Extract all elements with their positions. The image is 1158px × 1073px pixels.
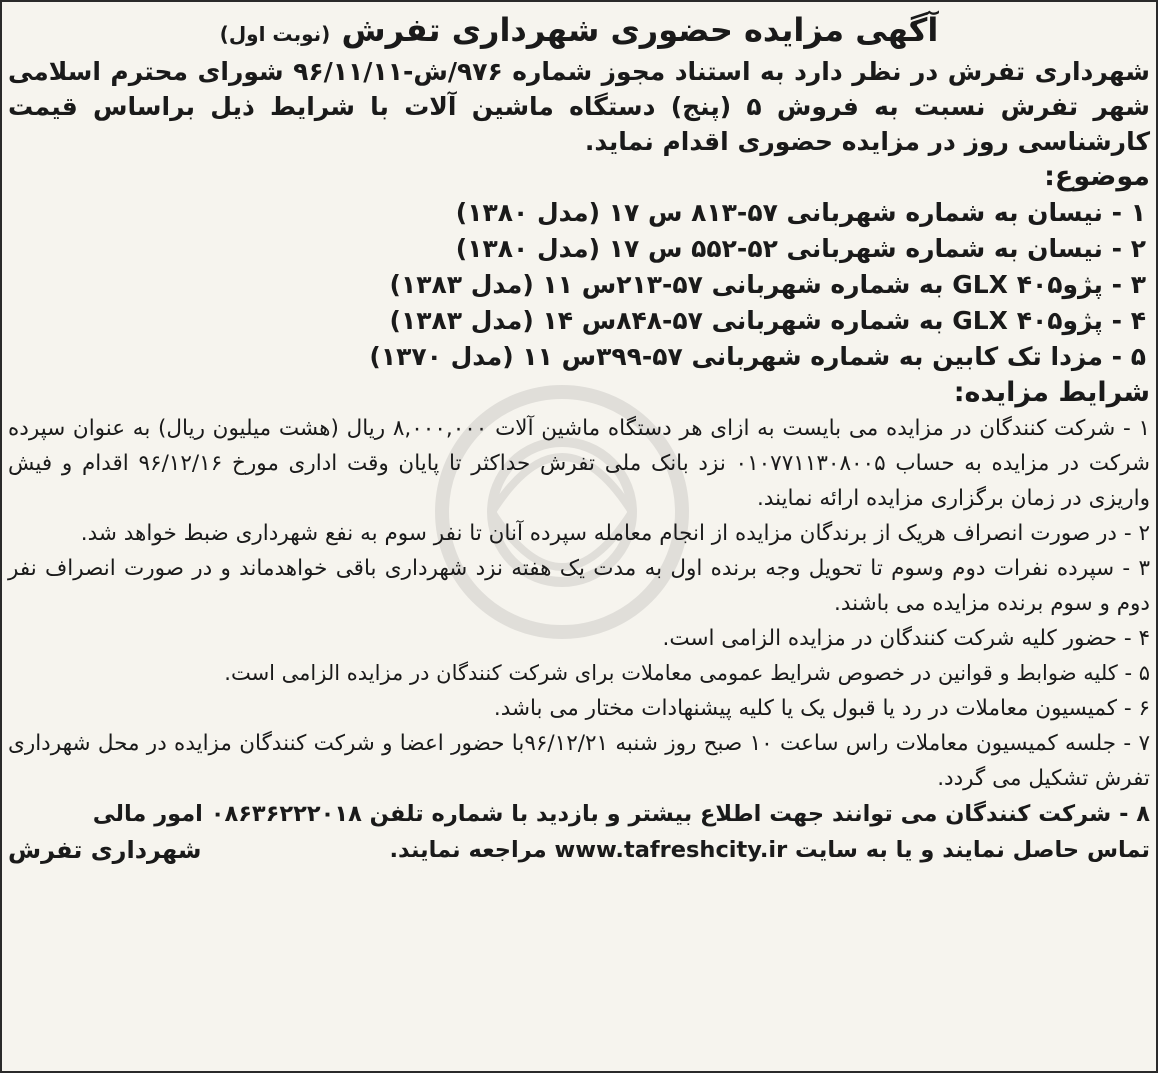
- condition-item: ۶ - کمیسیون معاملات در رد یا قبول یک یا کلیه پیشنهادات مختار می باشد.: [493, 696, 1150, 721]
- condition-item: ۷ - جلسه کمیسیون معاملات راس ساعت ۱۰ صبح روز شنبه ۹۶/۱۲/۲۱با حضور اعضا و شرکت کنندگان مزایده در محل شهرداری تفرش تشکیل می گردد.: [8, 731, 1150, 791]
- notice-intro: شهرداری تفرش در نظر دارد به استناد مجوز شماره ۹۷۶/ش-۹۶/۱۱/۱۱ شورای محترم اسلامی شهر تفرش نسبت به فروش ۵ (پنج) دستگاه ماشین آلات با شرایط ذیل براساس قیمت کارشناسی روز در مزایده حضوری اقدام نماید.: [8, 57, 1150, 156]
- subject-item: ۳ - پژو۴۰۵ GLX به شماره شهربانی ۵۷-۲۱۳س ۱۱ (مدل ۱۳۸۳): [389, 270, 1146, 299]
- final-condition: ۸ - شرکت کنندگان می توانند جهت اطلاع بیشتر و بازدید با شماره تلفن ۰۸۶۳۶۲۲۲۰۱۸ امور مالی: [92, 801, 1150, 827]
- conditions-list: [8, 411, 1150, 796]
- signature: شهرداری تفرش: [8, 836, 202, 864]
- notice-title: [8, 6, 1150, 54]
- final-condition-tail: تماس حاصل نمایند و یا به سایت www.tafreshcity.ir مراجعه نمایند.: [389, 837, 1150, 863]
- condition-item: ۳ - سپرده نفرات دوم وسوم تا تحویل وجه برنده اول به مدت یک هفته نزد شهرداری باقی خواهدماند و در صورت انصراف نفر دوم و سوم برنده مزایده می باشند.: [8, 556, 1150, 616]
- condition-item: ۲ - در صورت انصراف هریک از برندگان مزایده از انجام معامله سپرده آنان تا نفر سوم به نفع شهرداری ضبط خواهد شد.: [80, 521, 1150, 546]
- subject-item: ۲ - نیسان به شماره شهربانی ۵۲-۵۵۲ س ۱۷ (مدل ۱۳۸۰): [455, 234, 1146, 263]
- condition-item: ۵ - کلیه ضوابط و قوانین در خصوص شرایط عمومی معاملات برای شرکت کنندگان در مزایده الزامی است.: [224, 661, 1150, 685]
- subject-heading: موضوع:: [1044, 161, 1150, 192]
- notice-title-note: (نوبت اول): [219, 22, 331, 46]
- subject-item: ۱ - نیسان به شماره شهربانی ۵۷-۸۱۳ س ۱۷ (مدل ۱۳۸۰): [455, 198, 1146, 227]
- subject-item: ۴ - پژو۴۰۵ GLX به شماره شهربانی ۵۷-۸۴۸س ۱۴ (مدل ۱۳۸۳): [389, 306, 1146, 335]
- conditions-heading: شرایط مزایده:: [953, 377, 1150, 408]
- condition-item: ۱ - شرکت کنندگان در مزایده می بایست به ازای هر دستگاه ماشین آلات ۸,۰۰۰,۰۰۰ ریال (هشت میلیون ریال) به عنوان سپرده شرکت در مزایده به حساب ۰۱۰۷۷۱۱۳۰۸۰۰۵ نزد بانک ملی تفرش حداکثر تا پایان وقت اداری مورخ ۹۶/۱۲/۱۶ اقدام و فیش واریزی در زمان برگزاری مزایده ارائه نمایند.: [8, 416, 1150, 511]
- subject-list: [8, 195, 1150, 375]
- notice-title-text: آگهی مزایده حضوری شهرداری تفرش: [341, 11, 939, 49]
- closing-line: [8, 832, 1150, 868]
- condition-item: ۴ - حضور کلیه شرکت کنندگان در مزایده الزامی است.: [662, 626, 1150, 651]
- subject-item: ۵ - مزدا تک کابین به شماره شهربانی ۵۷-۳۹۹س ۱۱ (مدل ۱۳۷۰): [369, 342, 1146, 371]
